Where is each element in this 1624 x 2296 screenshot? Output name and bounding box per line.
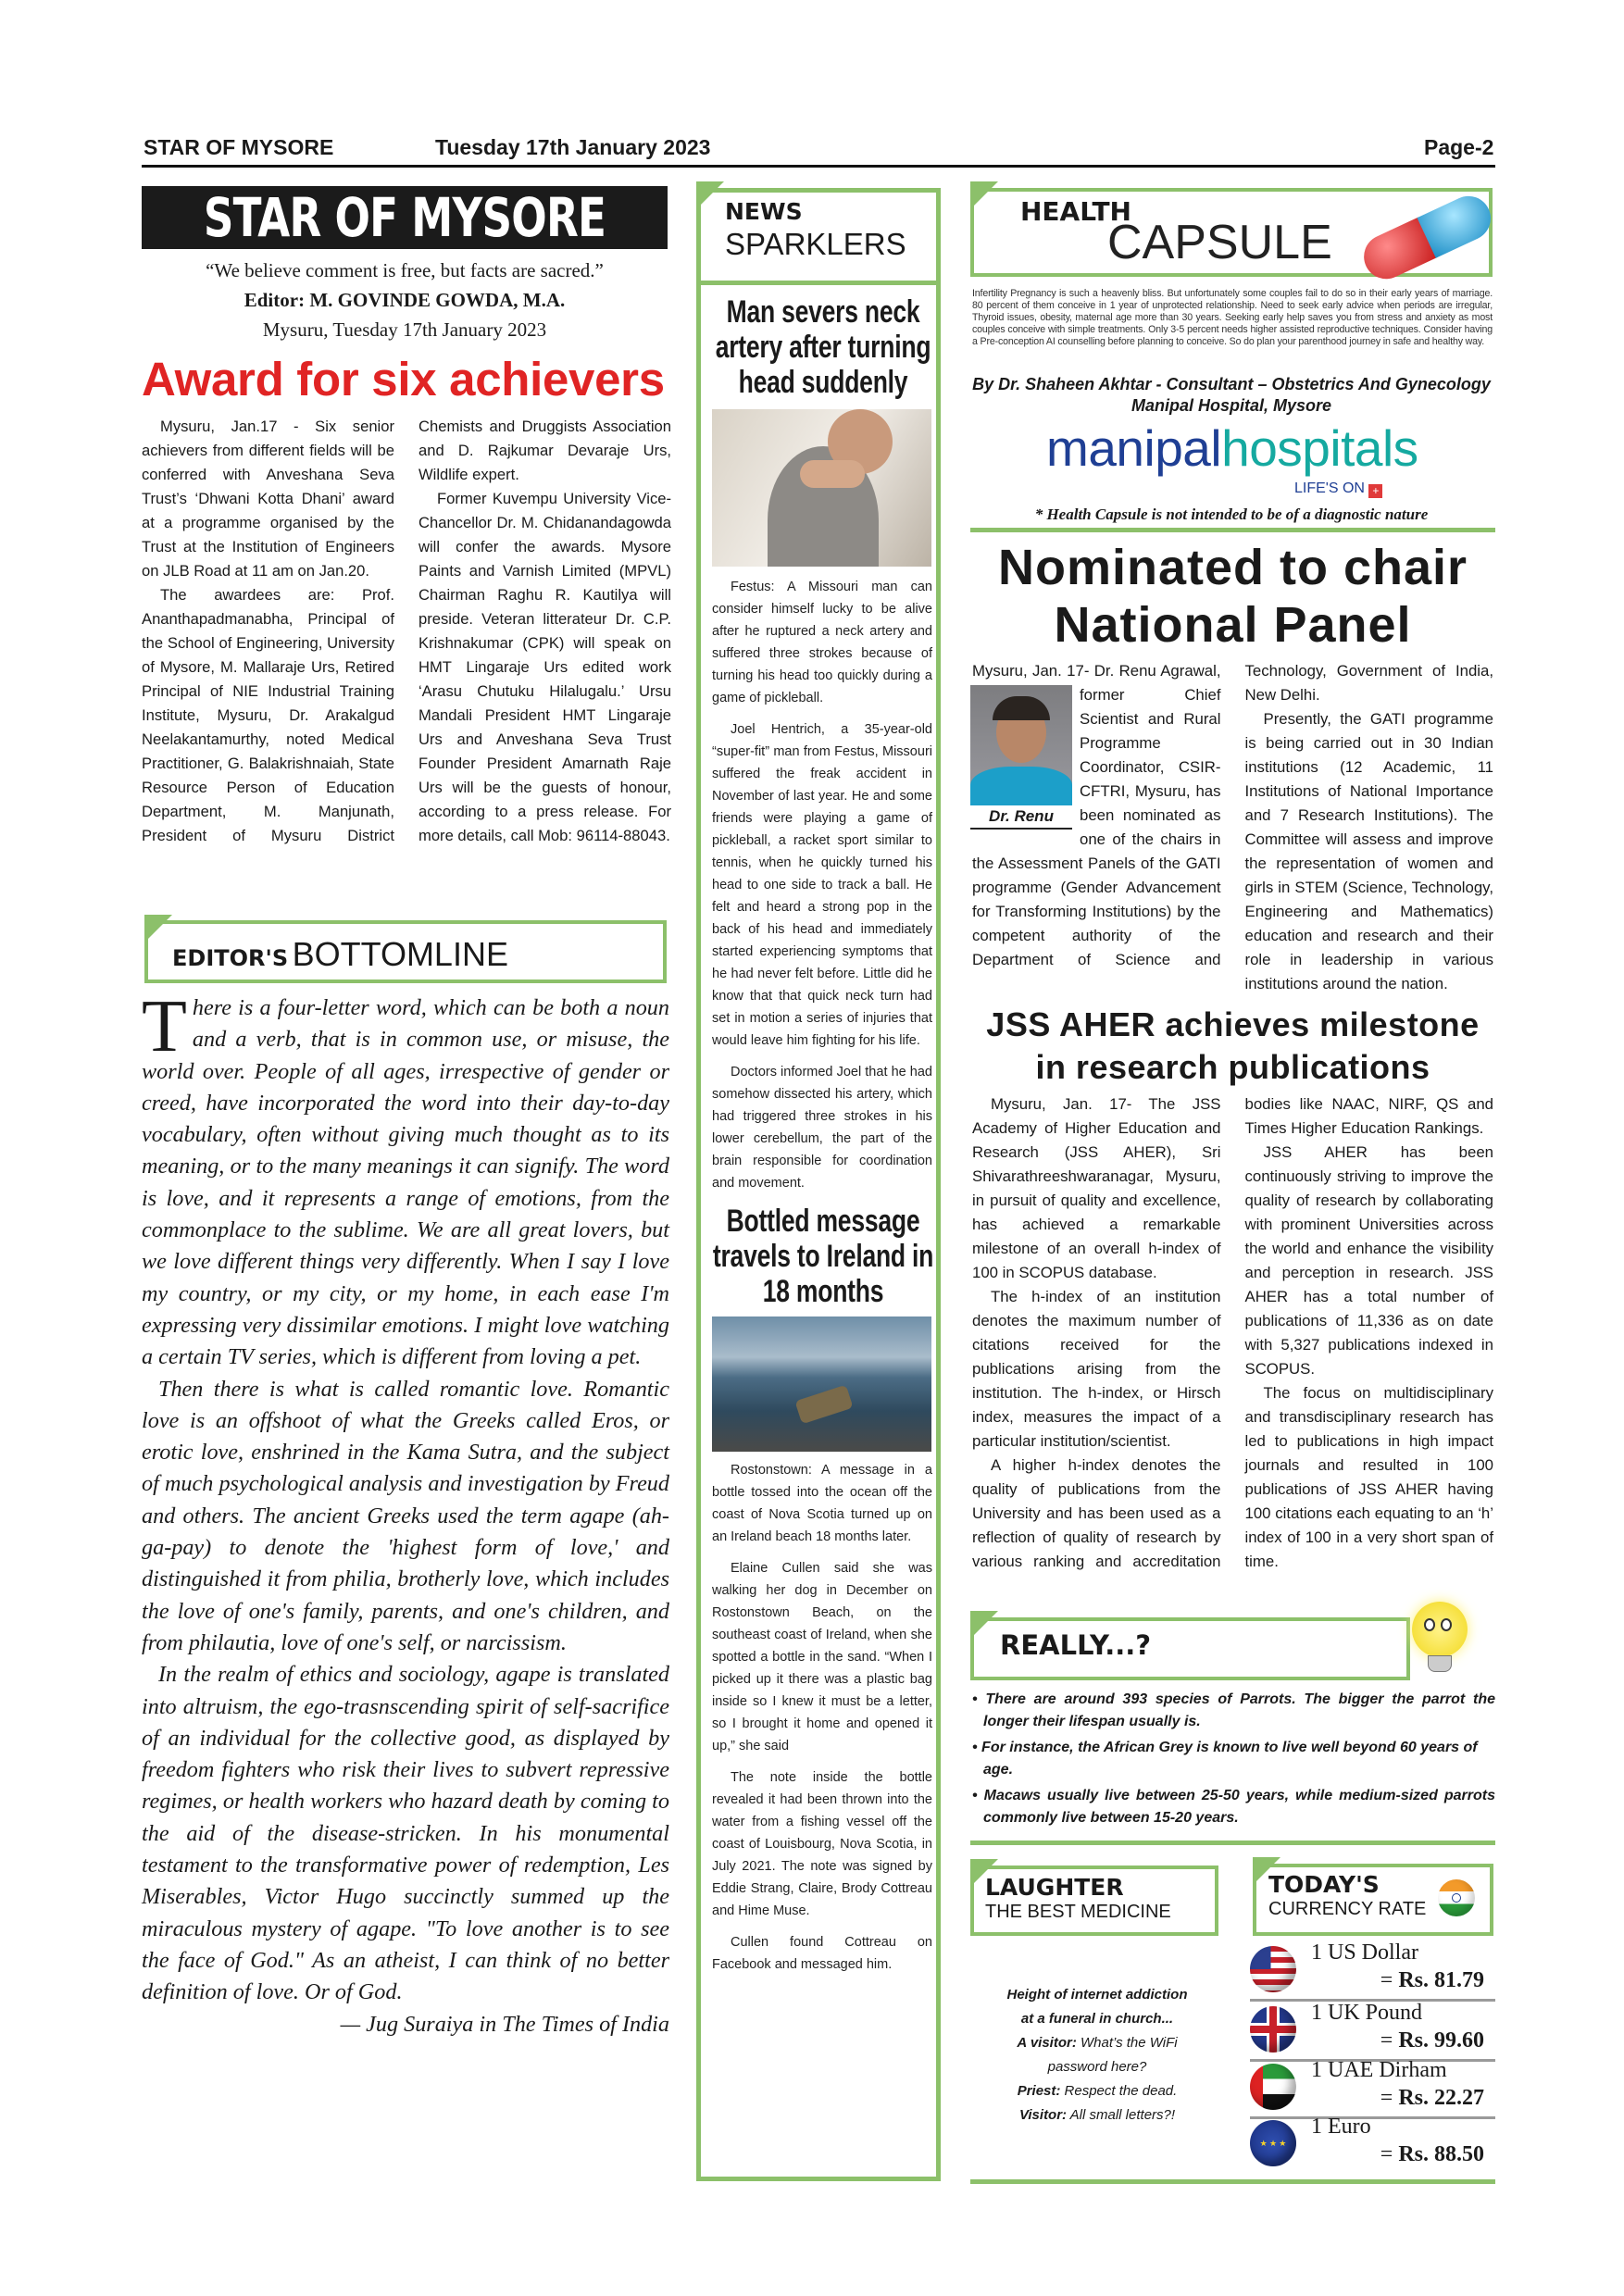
right-articles-flow [970,539,1495,1574]
award-paragraph: Mysuru, Jan.17 - Six senior achievers from different fields will be conferred with Anveshana Seva Trust’s ‘Dhwani Kotta Dhani’ award at a programme organised by the Trust at the Institution of Engineers on JLB Road at 11 am on Jan.20. [142,418,394,580]
really-label: REALLY...? [1000,1629,1152,1661]
joke-line: at a funeral in church... [1020,2011,1174,2027]
joke-line: password here? [1047,2059,1147,2075]
currency-name: 1 US Dollar [1311,1940,1418,1965]
bottomline-label-bold: EDITOR'S [172,945,289,971]
nominated-headline: Nominated to chair National Panel [997,540,1468,653]
bottomline-paragraph: In the realm of ethics and sociology, agape is translated into altruism, the ego-trasnscending spirit of self-sacrifice of an individual for the collective good, as displayed by freedom fighters who risk their lives to subvert repressive regimes, or health workers who hazard death by coming to the aid of the disease-stricken. In his monumental testament to the transformative power of redemption, Les Miserables, Victor Hugo succinctly summed up the miraculous mystery of agape. "To love another is to see the face of God." As an atheist, I can think of no better definition of love. Or of God. [142,1662,669,2005]
jss-paragraph: Mysuru, Jan. 17- The JSS Academy of Higher Education and Research (JSS AHER), Sri Shivarathreeshwaranagar, Mysuru, in pursuit of quality and excellence, has achieved a remarkable milestone of an overall h-index of 100 in SCOPUS database. [972,1095,1221,1281]
bottomline-credit: — Jug Suraiya in The Times of India [340,2011,669,2037]
currency-name: 1 Euro [1311,2115,1371,2139]
corner-tab [696,181,724,209]
joke-line: Visitor: All small letters?! [1018,2107,1176,2123]
really-bullet: • For instance, the African Grey is known to live well beyond 60 years of age. [972,1740,1478,1778]
story-paragraph: Cullen found Cottreau on Facebook and messaged him. [712,1935,932,1972]
award-paragraph: Former Kuvempu University Vice-Chancellor Dr. M. Chidanandagowda will confer the awards. Mysore Paints and Varnish Limited (MPVL) Chairman Raghu R. Kautilya will preside. Veteran litterateur Dr. C.P. Krishnakumar (CPK) will speak on HMT Lingaraje Urs edited work ‘Arasu Chutuku Hilalugalu.’ Ursu Mandali President HMT Lingaraje Urs and Anveshana Seva Trust Founder President Amarnath Raje Urs will be the guests of honour, according to a press release. For more details, call Mob: 96114-88043. [418,490,671,844]
logo-part-b: hospitals [1221,419,1418,477]
plus-icon: + [1368,484,1382,498]
logo-part-a: manipal [1046,419,1222,477]
currency-label-text: CURRENCY RATE [1268,1899,1427,1919]
sparklers-label-bold: NEWS [725,198,803,225]
corner-tab [144,915,172,942]
neck-pain-photo [712,409,931,567]
bottle-beach-photo [712,1316,931,1452]
bottomline-paragraph: Then there is what is called romantic love. Romantic love is an offshoot of what the Greeks called Eros, or erotic love, enshrined in the Kama Sutra, and the subject of much psychological analysis and investigation by Freud and others. The ancient Greeks used the term agape (ah-ga-pay) to denote the 'highest form of love,' and distinguished it from philia, brotherly love, which includes the love of one's family, parents, and one's children, and from philautia, love of one's self, or narcissism. [142,1376,669,1655]
byline-doctor: By Dr. Shaheen Akhtar - Consultant – Obstetrics And Gynecology [972,375,1491,393]
award-headline: Award for six achievers [142,353,665,406]
currency-name: 1 UAE Dirham [1311,2058,1447,2082]
byline-hospital: Manipal Hospital, Mysore [1131,396,1332,415]
bottle-shape [794,1385,853,1425]
laughter-label [985,1875,1171,1923]
currency-name: 1 UK Pound [1311,2001,1423,2025]
jss-headline: JSS AHER achieves milestone in research publications [986,1005,1480,1086]
story-paragraph: Doctors informed Joel that he had somehow dissected his artery, which had triggered three strokes in his lower cerebellum, the part of the brain responsible for coordination and movement. [712,1065,932,1191]
health-byline [972,374,1491,417]
jss-paragraph: JSS AHER has been continuously striving to improve the quality of research by collaborating with prominent Universities across the world and enhance the visibility and perception in research. JSS AHER has a total number of publications of 11,336 as on date with 5,327 publications indexed in SCOPUS. [1244,1143,1493,1378]
issue-date: Tuesday 17th January 2023 [435,135,711,159]
tagline-text: LIFE'S ON [1294,480,1365,496]
award-article [142,415,671,848]
currency-row-usd [1250,1940,1495,2002]
joke-line: A visitor: What’s the WiFi [1017,2035,1178,2051]
story2-text [712,1459,932,1976]
award-paragraph: The awardees are: Prof. Ananthapadmanabha, Principal of the School of Engineering, University of Mysore, M. Mallaraje Urs, Retired Principal of NIE Industrial Training Institute, Mysuru, Dr. Arakalgud Neelakantamurthy, noted Medical Practitioner, G. Balakrishnaiah, State Resource Person of Education Department, M. Manjunath, President of Mysuru District Chemists and Druggists Association and D. Rajkumar Devaraje Urs, Wildlife expert. [142,418,671,844]
hand-shape [800,460,865,488]
health-label-text: CAPSULE [1107,216,1332,269]
health-label-bold: HEALTH [1020,196,1131,227]
story2-headline: Bottled message travels to Ireland in 18 months [712,1204,934,1309]
india-flag-icon [1438,1879,1475,1916]
jss-paragraph: A higher h-index denotes the quality of publications from the University and has been used as a reflection of quality of research by various ranking and accreditation bodies like NAAC, NIRF, QS and Times Higher Education Rankings. [972,1095,1493,1570]
bottomline-box [144,920,667,983]
laughter-label-text: THE BEST MEDICINE [985,1902,1171,1922]
nominated-paragraph: Presently, the GATI programme is being carried out in 30 Indian institutions (12 Academic, 11 Institutions of National Importance and 7 Research Institutions). The Committee will assess and improve the representation of women and girls in STEM (Science, Technology, Engineering and Mathematics) education and research and their role in leadership in various institutions around the nation. [1244,710,1493,992]
currency-rate: = Rs. 22.27 [1380,2086,1484,2110]
drop-cap: T [142,986,187,1067]
joke-line: Priest: Respect the dead. [1017,2083,1178,2099]
editor-line: Editor: M. GOVINDE GOWDA, M.A. [244,289,566,311]
eu-flag-icon: ★ ★ ★ [1250,2120,1296,2166]
dateline: Mysuru, Tuesday 17th January 2023 [262,318,547,341]
motto: “We believe comment is free, but facts are sacred.” [206,259,604,281]
section-divider [970,528,1495,532]
bottomline-article [142,986,669,2040]
bottomline-label-text: BOTTOMLINE [292,935,508,973]
sparklers-label-text: SPARKLERS [725,227,906,261]
story-paragraph: Rostonstown: A message in a bottle tossed into the ocean off the coast of Nova Scotia turned up on an Ireland beach 18 months later. [712,1463,932,1544]
jss-article [972,1092,1493,1574]
renu-photo [970,685,1072,805]
currency-label-bold: TODAY'S [1268,1871,1380,1898]
laughter-label-bold: LAUGHTER [985,1874,1124,1901]
renu-photo-block [970,685,1072,830]
story-paragraph: Festus: A Missouri man can consider himself lucky to be alive after he ruptured a neck artery and suffered three strokes because of turning his head too quickly during a game of pickleball. [712,580,932,705]
story1-headline: Man severs neck artery after turning head suddenly [715,294,931,400]
renu-caption: Dr. Renu [970,805,1072,830]
page-number: Page-2 [1424,135,1494,159]
section-divider [970,2179,1495,2184]
story1-text [712,576,932,1194]
currency-rate: = Rs. 99.60 [1380,2028,1484,2053]
sparklers-flow [712,294,932,1985]
story-paragraph: Joel Hentrich, a 35-year-old “super-fit” man from Festus, Missouri suffered the freak accident in November of last year. He and some friends were playing a game of pickleball, a racket sport similar to tennis, when he quickly turned his head to one side to track a ball. He felt and heard a strong pop in the back of his head and immediately started experiencing symptoms that he had never felt before. Little did he know that that quick neck turn had set in motion a series of injuries that would leave him fighting for his life. [712,722,932,1048]
uae-flag-icon [1250,2064,1296,2110]
corner-tab [970,181,998,209]
us-flag-icon [1250,1946,1296,1992]
health-disclaimer: * Health Capsule is not intended to be of a diagnostic nature [1034,505,1429,523]
bottomline-label [172,935,508,974]
jss-paragraph: The h-index of an institution denotes the maximum number of citations received for the publications arising from the institution. The h-index, or Hirsch index, measures the impact of a particular institution/scientist. [972,1288,1221,1450]
jss-paragraph: The focus on multidisciplinary and transdisciplinary research has led to publications in high impact journals and resulted in 100 publications of JSS AHER having 100 citations each equating to an ‘h’ index of 100 in a very short span of time. [1244,1384,1493,1570]
header-rule [142,165,1495,168]
currency-row-eur [1250,2115,1495,2176]
masthead-title: STAR OF MYSORE [203,186,606,249]
currency-label [1268,1872,1426,1920]
masthead-box [142,186,668,249]
currency-row-aed [1250,2058,1495,2119]
section-divider [970,1841,1495,1845]
currency-row-gbp [1250,2001,1495,2062]
nominated-article [972,659,1493,996]
story-paragraph: Elaine Cullen said she was walking her dog in December on Rostonstown Beach, on the southeast coast of Ireland, when she spotted a bottle in the sand. “When I picked up it there was a plastic bag inside so I knew it must be a letter, so I brought it home and opened it up,” she said [712,1561,932,1753]
health-body: Infertility Pregnancy is such a heavenly bliss. But unfortunately some couples fail to do so in their early years of marriage. 80 percent of them conceive in 1 year of unprotected relationship. Need to seek early advice when periods are irregular, Thyroid issues, obesity, maternal age more than 30 years. Seeking early help saves you from stress and anxiety as most couples conceive with simple treatments. Only 3-5 percent needs higher assisted reproductive techniques. Consider having a Pre-conception AI counselling before planning to conceive. So do plan your parenthood journey in safe and healthy way. [972,288,1493,347]
really-bullets [972,1689,1495,1829]
masthead-info [142,256,668,344]
bottomline-paragraph: here is a four-letter word, which can be both a noun and a verb, that is in common use, or misuse, the world over. People of all ages, irrespective of gender or creed, have incorporated the word into their day-to-day vocabulary, often without giving much thought as to its meaning, or to the many meanings it can signify. The word is love, and it represents a range of emotions, from the commonplace to the sublime. We are all great lovers, but we love different things very differently. When I say I love my country, or my city, or my home, in each ease I'm expressing very dissimilar emotions. I might love watching a certain TV series, which is different from loving a pet. [142,995,669,1370]
currency-rate: = Rs. 88.50 [1380,2142,1484,2166]
uk-flag-icon [1250,2006,1296,2053]
laughter-joke [972,1983,1222,2128]
manipal-logo [1046,420,1418,476]
paper-name: STAR OF MYSORE [144,135,334,159]
sparklers-label [725,198,906,263]
corner-tab [970,1611,998,1639]
really-bullet: • There are around 393 species of Parrots. The bigger the parrot the longer their lifespan usually is. [972,1691,1496,1729]
lightbulb-icon [1407,1602,1472,1676]
currency-rate: = Rs. 81.79 [1380,1968,1484,1992]
really-bullet: • Macaws usually live between 25-50 years, while medium-sized parrots commonly live between 15-20 years. [972,1788,1495,1826]
sparklers-divider [696,281,941,285]
nominated-paragraph: Mysuru, Jan. 17- Dr. Renu Agrawal, former Chief Scientist and Rural Programme Coordinator, CSIR-CFTRI, Mysuru, has been nominated as one of the chairs in the Assessment Panels of the GATI programme (Gender Advancement for Transforming Institutions) by the competent authority of the Department of Science and Technology, Government of India, New Delhi. [972,662,1493,968]
manipal-tagline [1294,480,1382,498]
story-paragraph: The note inside the bottle revealed it had been thrown into the water from a fishing vessel off the coast of Louisbourg, Nova Scotia, in July 2021. The note was signed by Eddie Strang, Claire, Brody Cottreau and Hime Muse. [712,1770,932,1918]
joke-line: Height of internet addiction [1006,1987,1188,2003]
